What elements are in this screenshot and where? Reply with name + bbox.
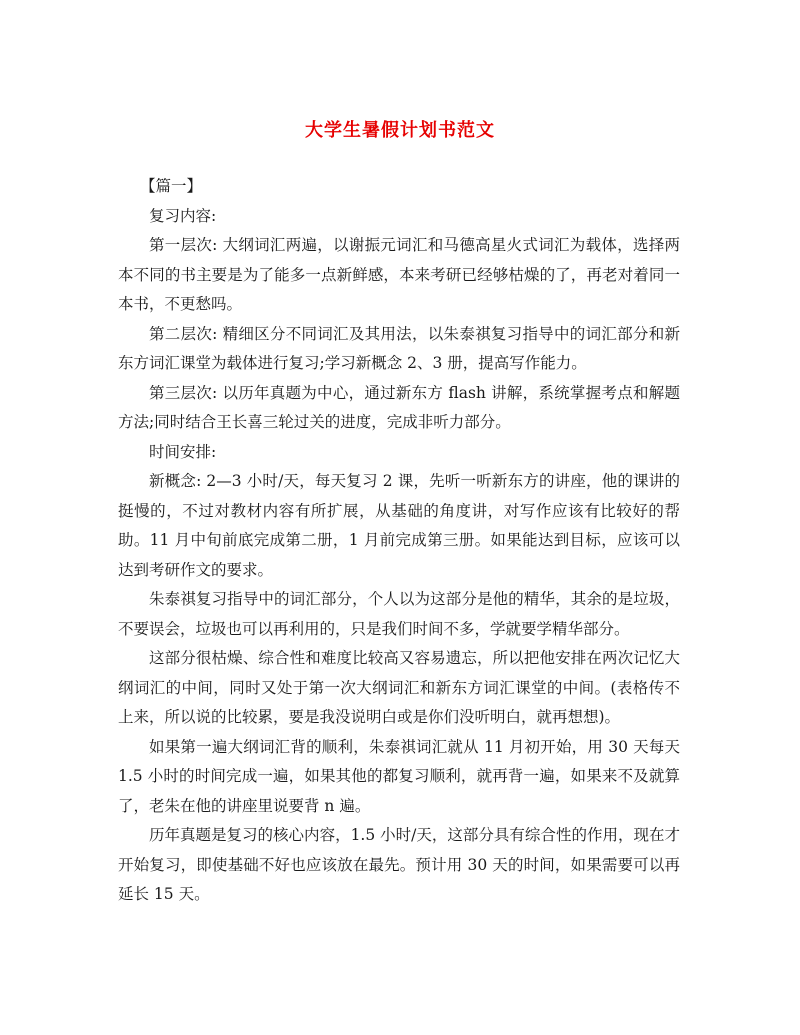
- document-body: [118, 172, 680, 910]
- document-title: 大学生暑假计划书范文: [305, 120, 495, 141]
- paragraph: 朱泰祺复习指导中的词汇部分，个人以为这部分是他的精华，其余的是垃圾，不要误会，垃圾也可以再利用的，只是我们时间不多，学就要学精华部分。: [118, 590, 680, 638]
- section-label: 【篇一】: [140, 177, 203, 195]
- paragraph: 第二层次: 精细区分不同词汇及其用法，以朱泰祺复习指导中的词汇部分和新东方词汇课堂为载体进行复习;学习新概念 2、3 册，提高写作能力。: [118, 324, 680, 372]
- paragraph: 如果第一遍大纲词汇背的顺利，朱泰祺词汇就从 11 月初开始，用 30 天每天 1.5 小时的时间完成一遍，如果其他的都复习顺利，就再背一遍，如果来不及就算了，老朱在他的讲座里说要背 n 遍。: [118, 737, 680, 815]
- paragraph: 复习内容:: [149, 206, 217, 225]
- paragraph: 这部分很枯燥、综合性和难度比较高又容易遗忘，所以把他安排在两次记忆大纲词汇的中间，同时又处于第一次大纲词汇和新东方词汇课堂的中间。(表格传不上来，所以说的比较累，要是我没说明白或是你们没听明白，就再想想)。: [118, 649, 680, 726]
- paragraph: 第一层次: 大纲词汇两遍，以谢振元词汇和马德高星火式词汇为载体，选择两本不同的书主要是为了能多一点新鲜感，本来考研已经够枯燥的了，再老对着同一本书，不更愁吗。: [118, 236, 680, 313]
- paragraph: 历年真题是复习的核心内容，1.5 小时/天，这部分具有综合性的作用，现在才开始复习，即使基础不好也应该放在最先。预计用 30 天的时间，如果需要可以再延长 15 天。: [118, 826, 680, 903]
- paragraph: 新概念: 2—3 小时/天，每天复习 2 课，先听一听新东方的讲座，他的课讲的挺慢的，不过对教材内容有所扩展，从基础的角度讲，对写作应该有比较好的帮助。11 月中旬前底完成第二册，1 月前完成第三册。如果能达到目标，应该可以达到考研作文的要求。: [118, 472, 680, 579]
- paragraph: 时间安排:: [149, 442, 217, 461]
- paragraph: 第三层次: 以历年真题为中心，通过新东方 flash 讲解，系统掌握考点和解题方法;同时结合王长喜三轮过关的进度，完成非听力部分。: [118, 383, 680, 431]
